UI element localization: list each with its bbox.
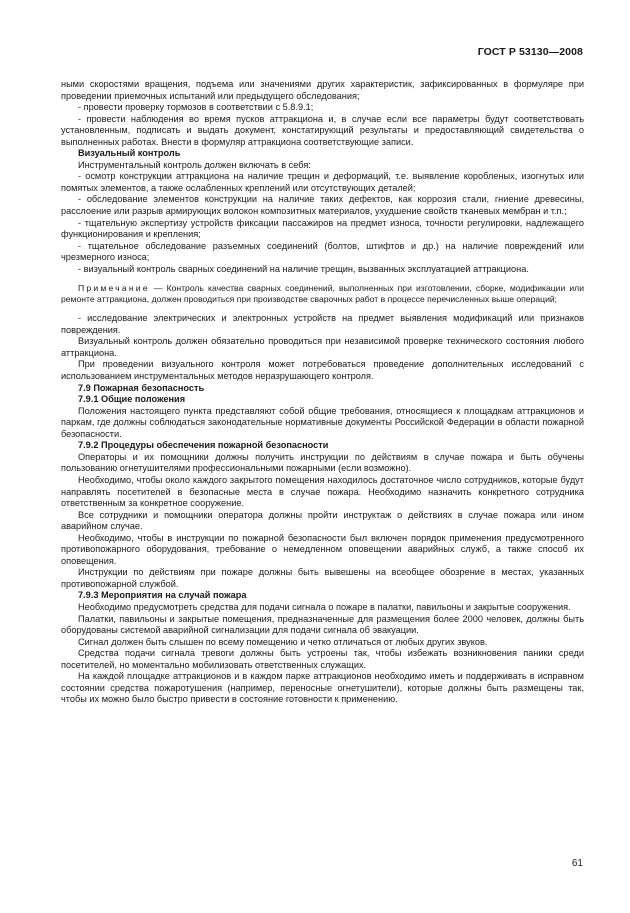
body-paragraph: - провести наблюдения во время пусков аттракциона и, в случае если все параметры будут соответствовать установленным, подписать и выдать документ, констатирующий результаты и предоставляющий свидетельства о выполненных работах. Внести в формуляр аттракциона соответствующие записи. [61,113,584,147]
body-paragraph: Необходимо предусмотреть средства для подачи сигнала о пожаре в палатки, павильоны и закрытые сооружения. [78,601,571,612]
body-paragraph: Положения настоящего пункта представляют собой общие требования, относящиеся к площадкам аттракционов и паркам, где должны соблюдаться законодательные нормативные документы Российской Федерации в области пожарной безопасности. [61,405,584,439]
body-paragraph: - визуальный контроль сварных соединений на наличие трещин, вызванных эксплуатацией аттракциона. [78,263,529,274]
section-heading: Визуальный контроль [78,148,181,159]
body-paragraph: Необходимо, чтобы в инструкции по пожарной безопасности был включен порядок применения предусмотренного противопожарного оборудования, требование о немедленном оповещении аварийных служб, а также способ их оповещения. [61,532,584,566]
section-heading: 7.9.1 Общие положения [78,394,186,405]
body-paragraph: На каждой площадке аттракционов и в каждом парке аттракционов необходимо иметь и поддерживать в исправном состоянии средства пожаротушения (например, переносные огнетушители), которые должны быть размещены так, чтобы их можно было быстро привести в состояние готовности к применению. [61,671,584,705]
section-heading: 7.9 Пожарная безопасность [78,382,205,393]
body-paragraph: Средства подачи сигнала тревоги должны быть устроены так, чтобы избежать возникновения паники среди посетителей, но моментально мобилизовать ответственных служащих. [61,648,584,670]
body-paragraph: - провести проверку тормозов в соответствии с 5.8.9.1; [78,102,314,113]
body-paragraph: - тщательное обследование разъемных соединений (болтов, штифтов и др.) на наличие повреждений или чрезмерного износа; [61,240,584,263]
section-heading: 7.9.2 Процедуры обеспечения пожарной безопасности [78,440,329,451]
note-paragraph [61,283,584,305]
body-paragraph: Палатки, павильоны и закрытые помещения, предназначенные для размещения более 2000 человек, должны быть оборудованы системой аварийной сигнализации для подачи сигнала об эвакуации. [61,613,584,636]
body-paragraph: Инструкции по действиям при пожаре должны быть вывешены на всеобщее обозрение в местах, указанных противопожарной службой. [61,567,584,589]
body-paragraph: - обследование элементов конструкции на наличие таких дефектов, как коррозия стали, гниение древесины, расслоение или разрыв армирующих волокон композитных материалов, ухудшение свойств тканевых мембран и т.п.; [61,194,584,217]
standard-header: ГОСТ Р 53130—2008 [477,46,583,58]
body-paragraph: ными скоростями вращения, подъема или значениями других характеристик, зафиксированных в формуляре при проведении приемочных испытаний или предыдущего обследования; [61,79,584,101]
section-heading: 7.9.3 Мероприятия на случай пожара [78,590,247,601]
page-number: 61 [571,858,583,869]
note-text: — Контроль качества сварных соединений, выполненных при изготовлении, сборке, модификации или ремонте аттракциона, должен проводиться при производстве сварочных работ в процессе перечисленных выше операций; [61,283,584,305]
body-paragraph: Все сотрудники и помощники оператора должны пройти инструктаж о действиях в случае пожара или ином аварийном случае. [61,509,584,532]
document-body [61,79,584,706]
body-paragraph: Визуальный контроль должен обязательно проводиться при независимой проверке технического состояния любого аттракциона. [61,336,584,358]
body-paragraph: Сигнал должен быть слышен по всему помещению и четко отличаться от любых других звуков. [78,636,488,647]
note-label: Примечание [78,283,150,294]
body-paragraph: - осмотр конструкции аттракциона на наличие трещин и деформаций, т.е. выявление коробленых, изогнутых или помятых элементов, а также ослабленных креплений или отсутствующих деталей; [61,171,584,193]
body-paragraph: - тщательную экспертизу устройств фиксации пассажиров на предмет износа, точности регулировки, надлежащего функционирования и крепления; [61,217,584,240]
body-paragraph: - исследование электрических и электронных устройств на предмет выявления модификаций или признаков повреждения. [61,313,584,335]
body-paragraph: Инструментальный контроль должен включать в себя: [78,159,311,170]
body-paragraph: При проведении визуального контроля может потребоваться проведение дополнительных исследований с использованием инструментальных методов неразрушающего контроля. [61,359,584,382]
body-paragraph: Операторы и их помощники должны получить инструкции по действиям в случае пожара и быть обучены пользованию огнетушителями профессиональными пожарными (если возможно). [61,451,584,474]
body-paragraph: Необходимо, чтобы около каждого закрытого помещения находилось достаточное число сотрудников, которые будут направлять посетителей в безопасные места в случае пожара. Необходимо назначить конкретного сотрудника ответственным за конкретное сооружение. [61,474,584,509]
